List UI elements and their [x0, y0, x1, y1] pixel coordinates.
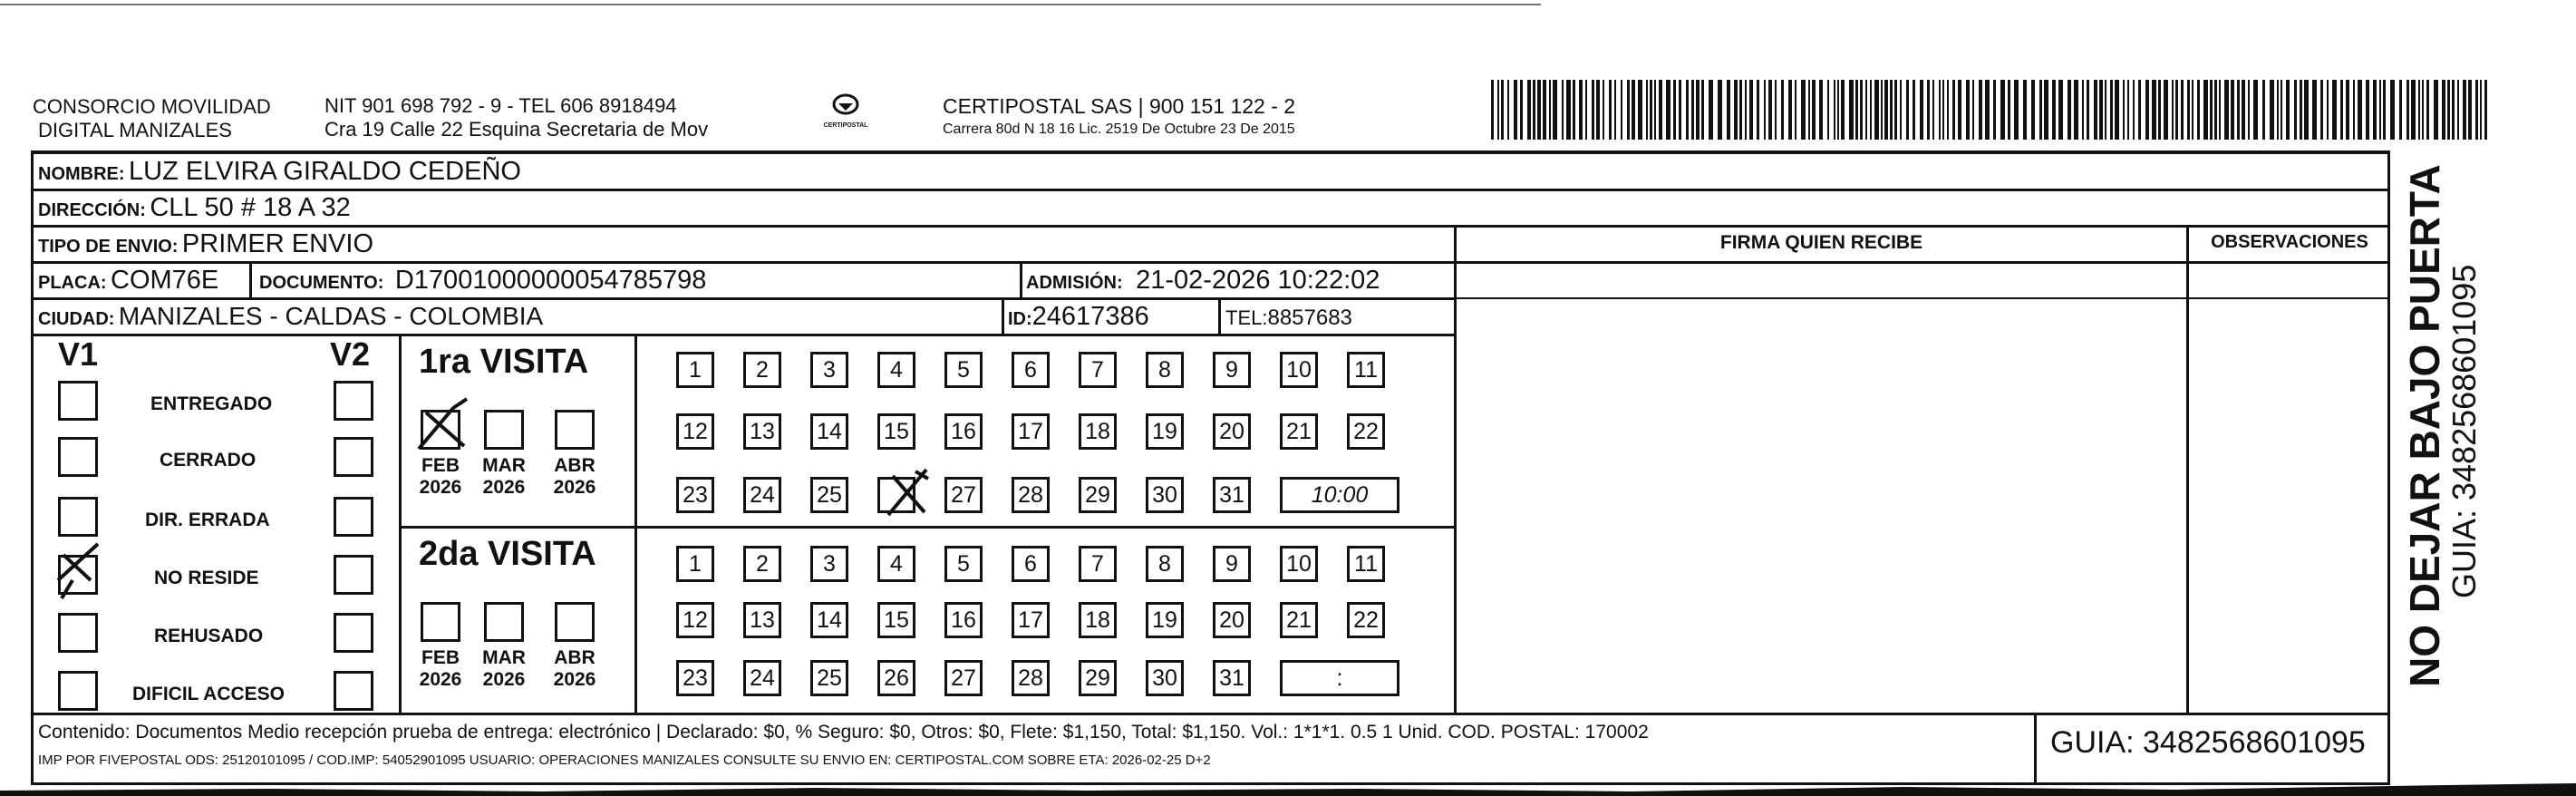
- torn-edge: [0, 778, 2576, 796]
- day-box[interactable]: 7: [1079, 352, 1117, 388]
- day-box[interactable]: 1: [676, 546, 714, 582]
- year-label: 2026: [419, 477, 462, 498]
- day-box[interactable]: 1: [676, 352, 714, 388]
- day-box[interactable]: 20: [1213, 413, 1251, 450]
- day-box[interactable]: 17: [1012, 413, 1050, 450]
- status-label: DIR. ERRADA: [145, 510, 270, 530]
- signature-header: FIRMA QUIEN RECIBE: [1719, 232, 1923, 253]
- plate-value: COM76E: [111, 266, 219, 295]
- day-box[interactable]: 8: [1146, 546, 1184, 582]
- status-label: REHUSADO: [154, 626, 264, 646]
- day-box[interactable]: 25: [810, 477, 848, 513]
- day-box[interactable]: 6: [1012, 546, 1050, 582]
- day-box[interactable]: 18: [1079, 413, 1117, 450]
- day-box[interactable]: 4: [877, 546, 915, 582]
- day-box[interactable]: 23: [676, 477, 714, 513]
- day-box[interactable]: 2: [743, 546, 781, 582]
- day-check-mark: [888, 470, 928, 515]
- day-box[interactable]: 22: [1347, 413, 1385, 450]
- day-box[interactable]: 3: [810, 352, 848, 388]
- name-label: NOMBRE:: [38, 164, 125, 184]
- month-label: FEB: [421, 647, 460, 668]
- day-box[interactable]: 5: [944, 546, 983, 582]
- day-box[interactable]: 9: [1213, 546, 1251, 582]
- no-dejar-warning: NO DEJAR BAJO PUERTA: [2401, 164, 2448, 687]
- day-box[interactable]: 12: [676, 602, 714, 638]
- day-box[interactable]: 4: [877, 352, 915, 388]
- day-box[interactable]: 7: [1079, 546, 1117, 582]
- day-box[interactable]: 18: [1079, 602, 1117, 638]
- year-label: 2026: [419, 669, 462, 690]
- day-box[interactable]: 23: [676, 660, 714, 696]
- day-box[interactable]: 11: [1347, 546, 1385, 582]
- side-guia: GUIA: 3482568601095: [2445, 264, 2483, 598]
- day-box[interactable]: 13: [743, 602, 781, 638]
- city-value: MANIZALES - CALDAS - COLOMBIA: [118, 302, 544, 330]
- day-box[interactable]: 27: [944, 660, 983, 696]
- shipping-type-label: TIPO DE ENVIO:: [38, 237, 179, 257]
- day-box[interactable]: 14: [810, 602, 848, 638]
- second-visit-title: 2da VISITA: [419, 535, 596, 573]
- admission-label: ADMISIÓN:: [1026, 273, 1123, 293]
- day-box[interactable]: 6: [1012, 352, 1050, 388]
- year-label: 2026: [553, 669, 596, 690]
- month-label: FEB: [421, 455, 460, 476]
- id-value: 24617386: [1031, 302, 1149, 331]
- day-box[interactable]: 3: [810, 546, 848, 582]
- time-box[interactable]: :: [1280, 660, 1399, 696]
- day-box[interactable]: 19: [1146, 413, 1184, 450]
- day-box[interactable]: 30: [1146, 477, 1184, 513]
- year-label: 2026: [482, 669, 526, 690]
- day-box[interactable]: 24: [743, 477, 781, 513]
- shipping-type-value: PRIMER ENVIO: [181, 229, 374, 258]
- day-box[interactable]: 20: [1213, 602, 1251, 638]
- day-box[interactable]: 15: [877, 602, 915, 638]
- day-box[interactable]: 31: [1213, 477, 1251, 513]
- document-value: D17001000000054785798: [394, 266, 707, 295]
- day-box[interactable]: 16: [944, 413, 983, 450]
- day-box[interactable]: 10: [1280, 352, 1318, 388]
- v2-label: V2: [330, 335, 371, 373]
- first-visit-title: 1ra VISITA: [419, 343, 589, 381]
- day-box[interactable]: 26: [877, 660, 915, 696]
- id-label: ID:: [1008, 309, 1032, 329]
- status-label: DIFICIL ACCESO: [132, 684, 286, 704]
- logo-text: CERTIPOSTAL: [823, 122, 868, 129]
- day-box[interactable]: 9: [1213, 352, 1251, 388]
- day-box[interactable]: 8: [1146, 352, 1184, 388]
- day-box[interactable]: 5: [944, 352, 983, 388]
- address-line: Cra 19 Calle 22 Esquina Secretaria de Mov: [324, 118, 709, 141]
- status-label: ENTREGADO: [150, 393, 273, 414]
- year-label: 2026: [482, 477, 526, 498]
- day-box[interactable]: 17: [1012, 602, 1050, 638]
- status-label: NO RESIDE: [154, 568, 259, 588]
- day-box[interactable]: 28: [1012, 477, 1050, 513]
- document-label: DOCUMENTO:: [259, 273, 384, 293]
- day-box[interactable]: 29: [1079, 477, 1117, 513]
- carrier-line-1: CERTIPOSTAL SAS | 900 151 122 - 2: [943, 94, 1296, 118]
- tel-label: TEL:: [1225, 306, 1268, 329]
- v1-label: V1: [58, 335, 99, 373]
- day-box[interactable]: 14: [810, 413, 848, 450]
- time-box[interactable]: 10:00: [1280, 477, 1399, 513]
- carrier-line-2: Carrera 80d N 18 16 Lic. 2519 De Octubre 23 De 2015: [943, 121, 1295, 137]
- observations-header: OBSERVACIONES: [2211, 232, 2368, 252]
- month-label: MAR: [482, 455, 526, 476]
- day-box[interactable]: 10: [1280, 546, 1318, 582]
- day-box[interactable]: 16: [944, 602, 983, 638]
- address-value: CLL 50 # 18 A 32: [150, 193, 351, 222]
- nit-line: NIT 901 698 792 - 9 - TEL 606 8918494: [324, 94, 677, 117]
- content-line: Contenido: Documentos Medio recepción prueba de entrega: electrónico | Declarado: $0, % Seguro: $0, Otros: $0, Flete: $1,150, Total: $1,150. Vol.: 1*1*1. 0.5 1 Unid. COD. POSTAL: 170002: [38, 722, 1649, 743]
- guia-box: GUIA: 3482568601095: [2050, 725, 2366, 760]
- imp-line: IMP POR FIVEPOSTAL ODS: 25120101095 / COD.IMP: 54052901095 USUARIO: OPERACIONES MANIZALES CONSULTE SU ENVIO EN: CERTIPOSTAL.COM SOBRE ETA: 2026-02-25 D+2: [38, 752, 1211, 768]
- status-label: CERRADO: [160, 450, 257, 471]
- day-box[interactable]: 12: [676, 413, 714, 450]
- day-box[interactable]: 30: [1146, 660, 1184, 696]
- address-label: DIRECCIÓN:: [38, 200, 146, 220]
- day-box[interactable]: 27: [944, 477, 983, 513]
- day-box[interactable]: 29: [1079, 660, 1117, 696]
- year-label: 2026: [553, 477, 596, 498]
- city-label: CIUDAD:: [38, 309, 115, 329]
- day-box[interactable]: 13: [743, 413, 781, 450]
- day-box[interactable]: 19: [1146, 602, 1184, 638]
- day-box[interactable]: 21: [1280, 413, 1318, 450]
- admission-value: 21-02-2026 10:22:02: [1136, 266, 1380, 295]
- status-check-mark: [58, 544, 98, 598]
- tel-value: 8857683: [1267, 306, 1352, 330]
- day-box[interactable]: 2: [743, 352, 781, 388]
- plate-label: PLACA:: [38, 273, 107, 293]
- day-box[interactable]: 22: [1347, 602, 1385, 638]
- month-label: ABR: [554, 647, 596, 668]
- month-check-mark: [419, 399, 467, 449]
- day-box[interactable]: 28: [1012, 660, 1050, 696]
- day-box[interactable]: 21: [1280, 602, 1318, 638]
- day-box[interactable]: 25: [810, 660, 848, 696]
- day-box[interactable]: 15: [877, 413, 915, 450]
- month-label: ABR: [554, 455, 596, 476]
- company-line-1: CONSORCIO MOVILIDAD: [33, 95, 271, 118]
- day-box[interactable]: 24: [743, 660, 781, 696]
- name-value: LUZ ELVIRA GIRALDO CEDEÑO: [129, 157, 521, 186]
- day-box[interactable]: 31: [1213, 660, 1251, 696]
- company-line-2: DIGITAL MANIZALES: [38, 119, 232, 141]
- month-label: MAR: [482, 647, 526, 668]
- day-box[interactable]: 11: [1347, 352, 1385, 388]
